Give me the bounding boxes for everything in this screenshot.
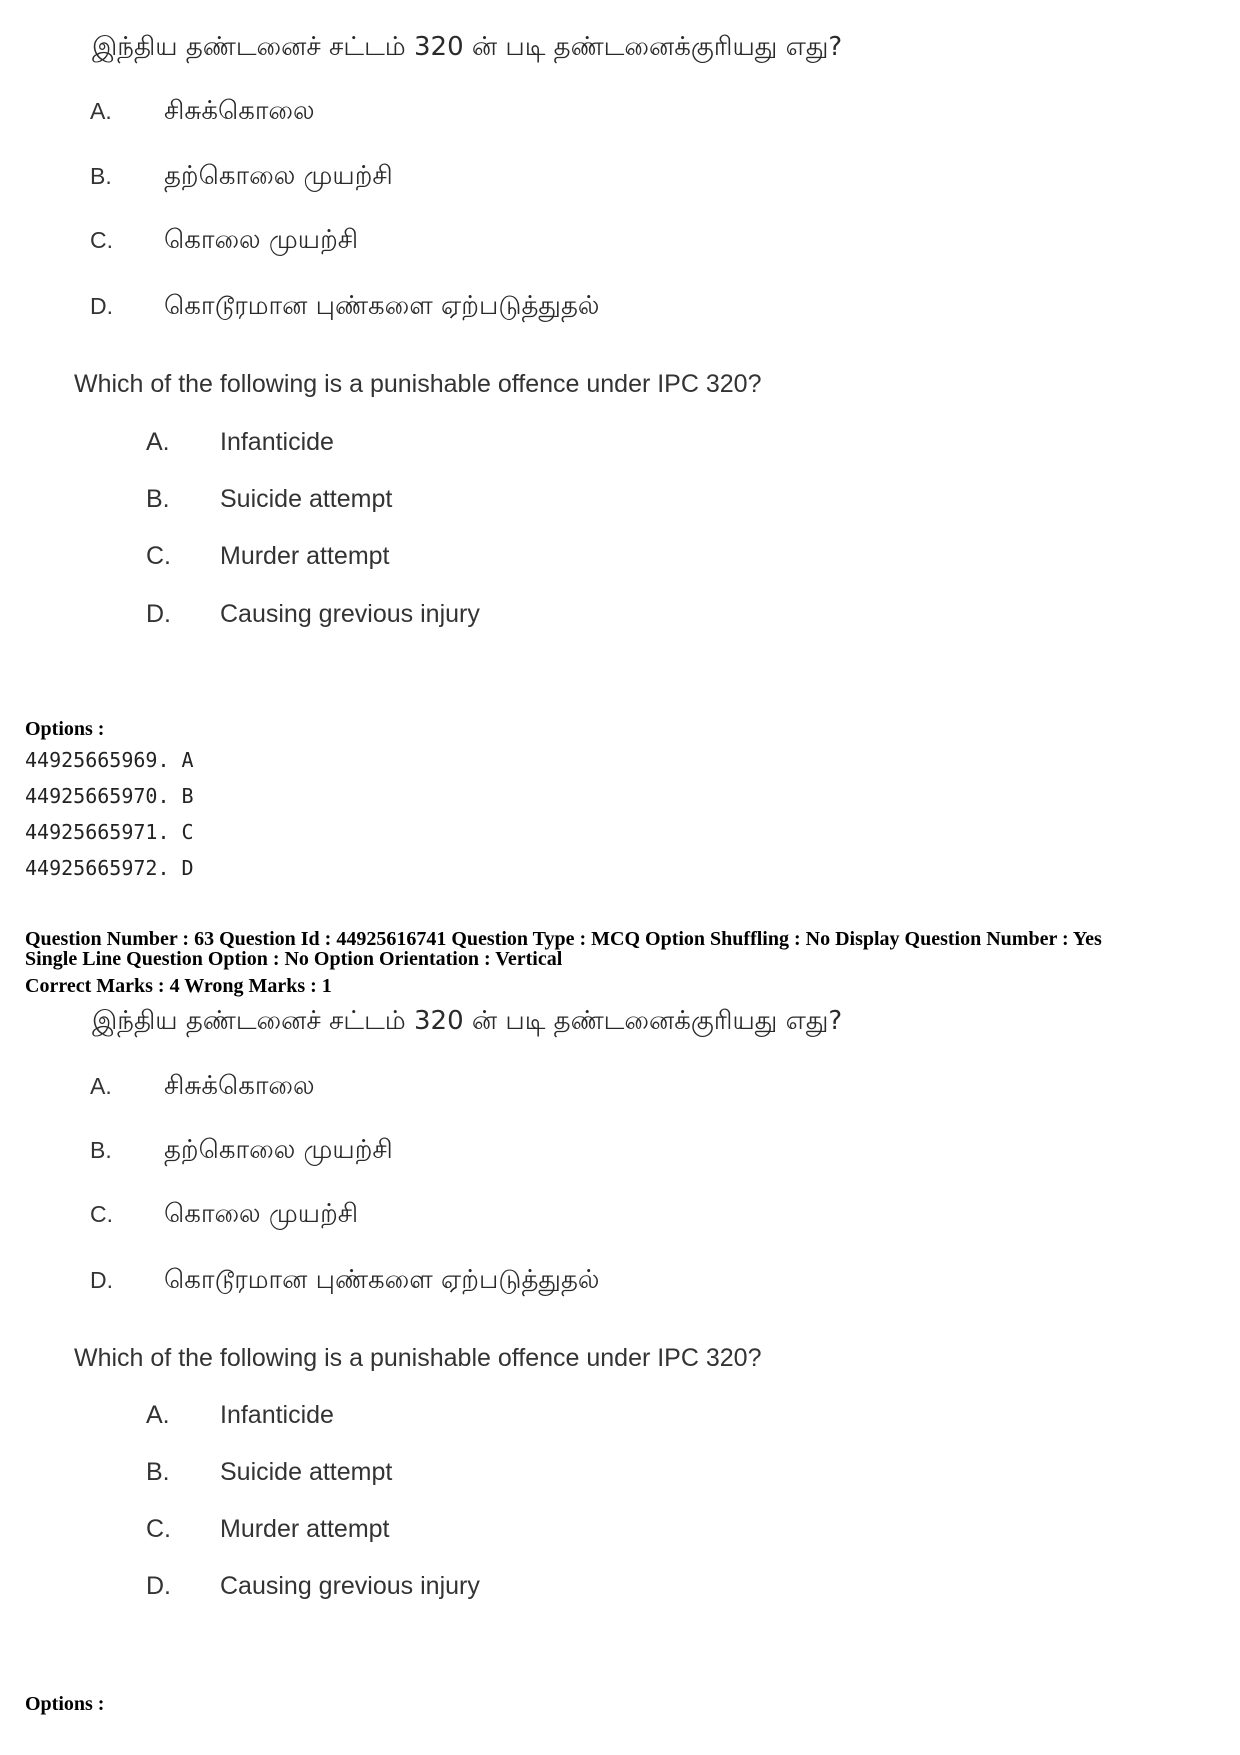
english-option-c bbox=[146, 542, 390, 571]
english-option-d bbox=[146, 600, 480, 629]
question-meta-line: Single Line Question Option : No Option Orientation : Vertical bbox=[25, 948, 563, 970]
option-letter: B. bbox=[146, 1458, 170, 1486]
option-text: தற்கொலை முயற்சி bbox=[164, 161, 393, 191]
option-letter: B. bbox=[90, 1137, 112, 1163]
english-option-b bbox=[146, 485, 392, 514]
english-question: Which of the following is a punishable offence under IPC 320? bbox=[74, 370, 762, 398]
option-letter: D. bbox=[146, 1572, 171, 1600]
tamil-option-b bbox=[90, 161, 393, 194]
option-letter: A. bbox=[90, 98, 112, 124]
option-text: Causing grevious injury bbox=[220, 1572, 480, 1600]
option-letter: B. bbox=[146, 485, 170, 513]
tamil-question: இந்திய தண்டனைச் சட்டம் 320 ன் படி தண்டனைக்குரியது எது? bbox=[92, 32, 843, 62]
option-text: சிசுக்கொலை bbox=[164, 96, 315, 126]
option-letter: A. bbox=[90, 1073, 112, 1099]
option-text: கொடூரமான புண்களை ஏற்படுத்துதல் bbox=[164, 291, 600, 321]
option-letter: C. bbox=[146, 1515, 171, 1543]
english-option-a bbox=[146, 1401, 334, 1430]
option-letter: A. bbox=[146, 428, 170, 456]
option-text: கொலை முயற்சி bbox=[164, 225, 359, 255]
english-question: Which of the following is a punishable offence under IPC 320? bbox=[74, 1344, 762, 1372]
option-id-row: 44925665970. B bbox=[25, 784, 194, 808]
option-letter: C. bbox=[90, 1201, 113, 1227]
tamil-question: இந்திய தண்டனைச் சட்டம் 320 ன் படி தண்டனைக்குரியது எது? bbox=[92, 1006, 843, 1036]
option-letter: D. bbox=[90, 1267, 113, 1293]
english-option-b bbox=[146, 1458, 392, 1487]
tamil-option-d bbox=[90, 1265, 600, 1298]
option-text: கொலை முயற்சி bbox=[164, 1199, 359, 1229]
question-image-1 bbox=[0, 0, 1240, 628]
tamil-option-c bbox=[90, 225, 358, 258]
option-id-row: 44925665972. D bbox=[25, 856, 194, 880]
option-letter: B. bbox=[90, 163, 112, 189]
tamil-option-d bbox=[90, 291, 600, 324]
option-letter: C. bbox=[146, 542, 171, 570]
option-text: Suicide attempt bbox=[220, 1458, 393, 1486]
option-text: Causing grevious injury bbox=[220, 600, 480, 628]
english-option-d bbox=[146, 1572, 480, 1601]
question-meta-line: Question Number : 63 Question Id : 44925616741 Question Type : MCQ Option Shuffling : No Display Question Number : Yes bbox=[25, 928, 1102, 950]
option-text: தற்கொலை முயற்சி bbox=[164, 1135, 393, 1165]
option-text: சிசுக்கொலை bbox=[164, 1071, 315, 1101]
option-id-row: 44925665971. C bbox=[25, 820, 194, 844]
tamil-option-a bbox=[90, 1071, 315, 1104]
tamil-option-c bbox=[90, 1199, 358, 1232]
option-id-row: 44925665969. A bbox=[25, 748, 194, 772]
option-text: Murder attempt bbox=[220, 1515, 390, 1543]
option-text: Infanticide bbox=[220, 1401, 334, 1429]
option-letter: C. bbox=[90, 227, 113, 253]
option-letter: D. bbox=[90, 293, 113, 319]
option-letter: A. bbox=[146, 1401, 170, 1429]
english-option-c bbox=[146, 1515, 390, 1544]
options-label: Options : bbox=[25, 718, 105, 740]
tamil-option-b bbox=[90, 1135, 393, 1168]
question-image-2 bbox=[0, 980, 1240, 1600]
option-letter: D. bbox=[146, 600, 171, 628]
option-text: Infanticide bbox=[220, 428, 334, 456]
tamil-option-a bbox=[90, 96, 315, 129]
option-text: Murder attempt bbox=[220, 542, 390, 570]
english-option-a bbox=[146, 428, 334, 457]
option-text: Suicide attempt bbox=[220, 485, 393, 513]
options-label: Options : bbox=[25, 1693, 105, 1715]
marks-line: Correct Marks : 4 Wrong Marks : 1 bbox=[25, 975, 332, 997]
option-text: கொடூரமான புண்களை ஏற்படுத்துதல் bbox=[164, 1265, 600, 1295]
